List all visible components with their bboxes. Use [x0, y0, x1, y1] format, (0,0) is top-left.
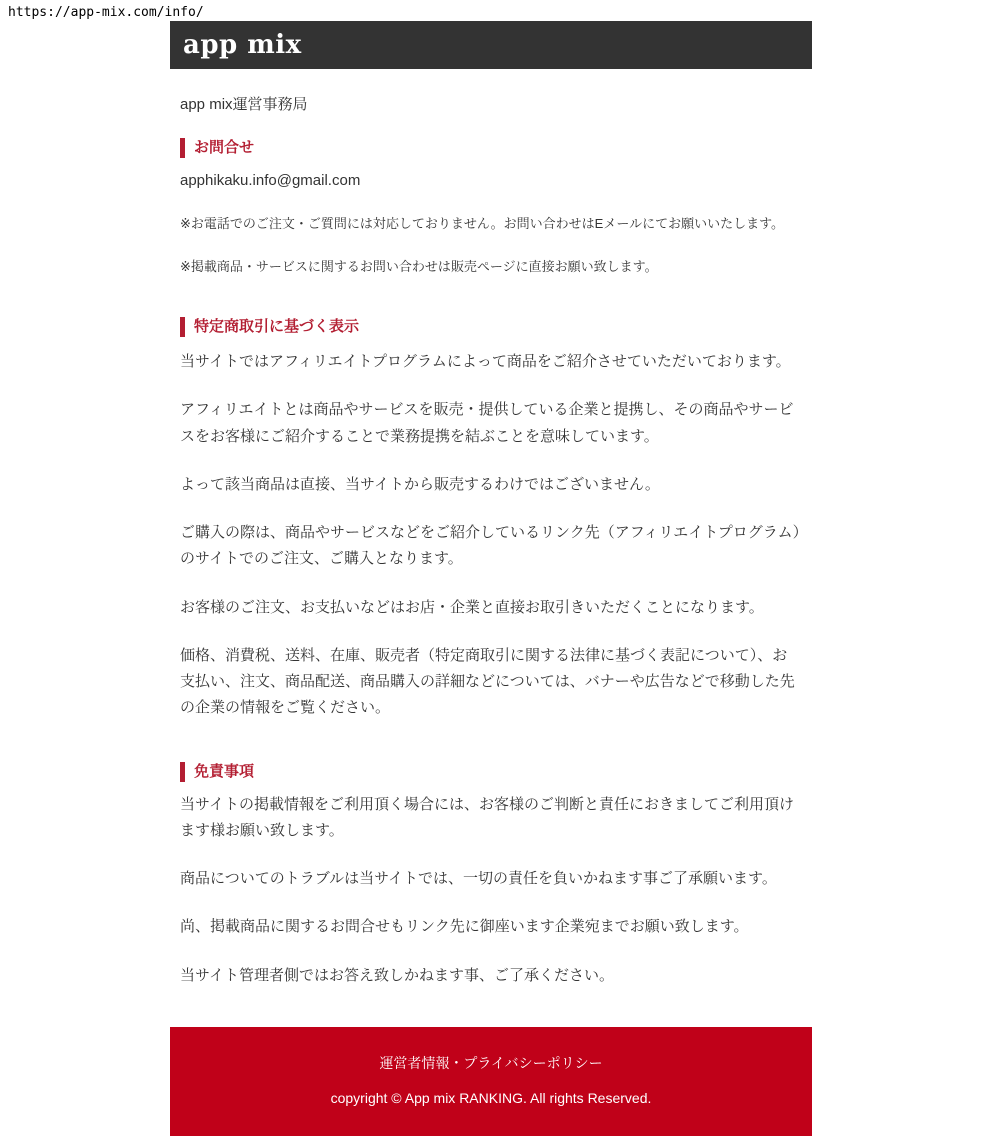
contact-note-products: ※掲載商品・サービスに関するお問い合わせは販売ページに直接お願い致します。 [180, 259, 658, 274]
operator-name: app mix運営事務局 [180, 96, 308, 113]
footer-copyright: copyright © App mix RANKING. All rights Reserved. [330, 1089, 652, 1106]
contact-note-phone: ※お電話でのご注文・ご質問には対応しておりません。お問い合わせはEメールにてお願いいたします。 [180, 216, 785, 231]
section-heading-contact: お問合せ [180, 138, 802, 158]
footer-privacy-policy-link[interactable]: 運営者情報・プライバシーポリシー [379, 1054, 603, 1071]
site-footer [170, 1027, 812, 1136]
tokushoho-paragraph: お客様のご注文、お支払いなどはお店・企業と直接お取引きいただくことになります。 [180, 598, 764, 616]
tokushoho-paragraph: アフィリエイトとは商品やサービスを販売・提供している企業と提携し、その商品やサービスをお客様にご紹介することで業務提携を結ぶことを意味しています。 [180, 401, 794, 445]
browser-url: https://app-mix.com/info/ [8, 5, 204, 20]
section-heading-tokushoho: 特定商取引に基づく表示 [180, 317, 802, 337]
tokushoho-paragraph: 価格、消費税、送料、在庫、販売者（特定商取引に関する法律に基づく表記について）、お支払い、注文、商品配送、商品購入の詳細などについては、バナーや広告などで移動した先の企業の情報をご覧ください。 [180, 646, 795, 717]
contact-email: apphikaku.info@gmail.com [180, 172, 361, 189]
tokushoho-paragraph: よって該当商品は直接、当サイトから販売するわけではございません。 [180, 475, 660, 493]
disclaimer-paragraph: 当サイト管理者側ではお答え致しかねます事、ご了承ください。 [180, 966, 614, 984]
tokushoho-paragraph: ご購入の際は、商品やサービスなどをご紹介しているリンク先（アフィリエイトプログラム）のサイトでのご注文、ご購入となります。 [180, 524, 801, 568]
site-header [170, 21, 812, 69]
section-heading-disclaimer: 免責事項 [180, 762, 802, 782]
disclaimer-paragraph: 商品についてのトラブルは当サイトでは、一切の責任を負いかねます事ご了承願います。 [180, 870, 777, 887]
site-title: app mix [183, 30, 302, 60]
disclaimer-paragraph: 当サイトの掲載情報をご利用頂く場合には、お客様のご判断と責任におきましてご利用頂けます様お願い致します。 [180, 795, 794, 839]
main-content [170, 93, 812, 989]
disclaimer-paragraph: 尚、掲載商品に関するお問合せもリンク先に御座います企業宛までお願い致します。 [180, 918, 749, 936]
page-container [170, 21, 812, 1136]
tokushoho-paragraph: 当サイトではアフィリエイトプログラムによって商品をご紹介させていただいております。 [180, 353, 791, 370]
